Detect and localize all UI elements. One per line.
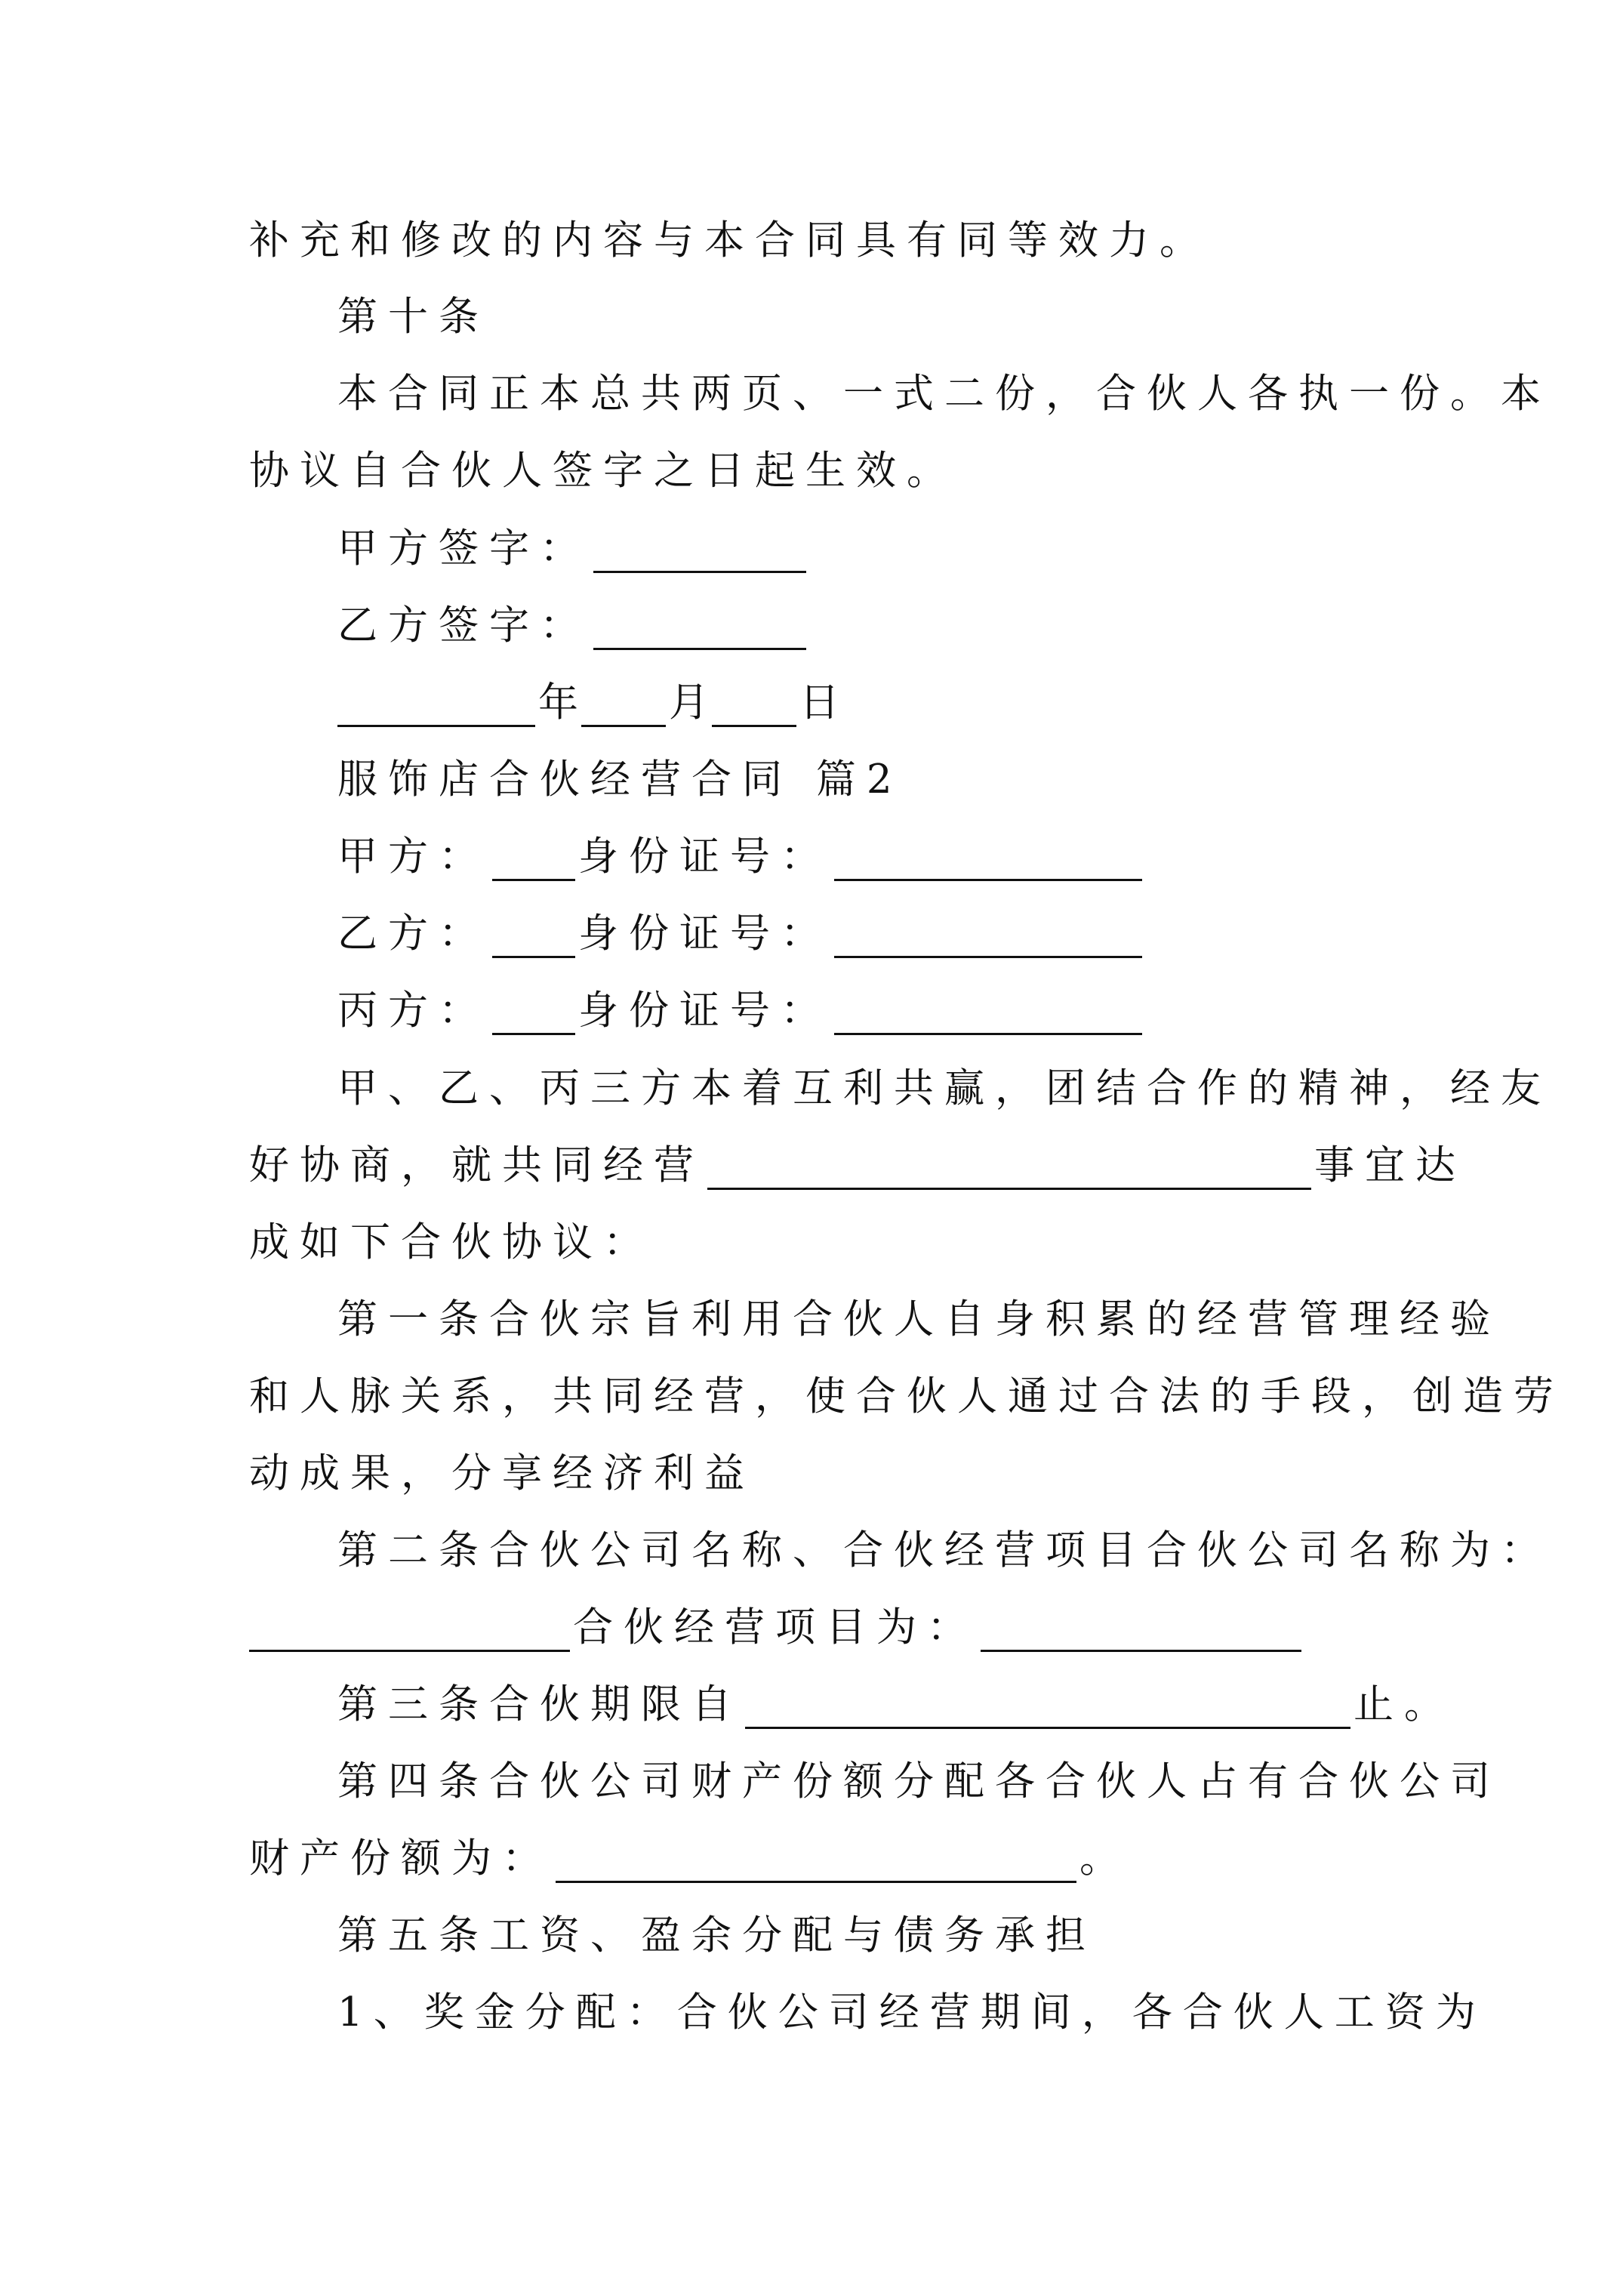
name-blank[interactable] xyxy=(492,992,575,1035)
company-name-blank[interactable] xyxy=(249,1609,570,1652)
year-label: 年 xyxy=(538,680,578,726)
line-text: 服饰店合伙经营合同 篇2 xyxy=(337,757,903,803)
id-label: 身份证号： xyxy=(578,911,831,957)
paragraph-line xyxy=(337,1989,1486,2037)
paragraph-line xyxy=(249,1835,1130,1883)
paragraph-line xyxy=(337,1758,1501,1806)
signature-blank[interactable] xyxy=(593,607,806,650)
paragraph-line xyxy=(249,1219,654,1267)
line-text: 财产份额为： xyxy=(249,1835,553,1881)
day-label: 日 xyxy=(799,680,839,726)
line-text: 和人脉关系，共同经营，使合伙人通过合法的手段，创造劳 xyxy=(249,1373,1564,1419)
share-blank[interactable] xyxy=(556,1840,1076,1883)
signature-blank[interactable] xyxy=(593,530,806,573)
line-text: 协议自合伙人签字之日起生效。 xyxy=(249,448,957,494)
line-text: 甲、乙、丙三方本着互利共赢，团结合作的精神，经友 xyxy=(337,1065,1551,1111)
paragraph-line xyxy=(249,1142,1466,1190)
term-blank[interactable] xyxy=(745,1686,1350,1729)
year-blank[interactable] xyxy=(337,684,535,727)
line-text: 1、奖金分配：合伙公司经营期间，各合伙人工资为 xyxy=(337,1989,1486,2036)
signature-label: 甲方签字： xyxy=(337,525,590,572)
line-text: 第二条合伙公司名称、合伙经营项目合伙公司名称为： xyxy=(337,1527,1551,1573)
id-label: 身份证号： xyxy=(578,988,831,1034)
signature-line-party-a xyxy=(337,525,809,573)
paragraph-line xyxy=(337,370,1551,418)
line-text: 好协商，就共同经营 xyxy=(249,1142,704,1188)
article-heading xyxy=(337,293,489,341)
id-label: 身份证号： xyxy=(578,834,831,880)
date-line xyxy=(337,679,839,727)
article-heading xyxy=(337,1912,1096,1960)
section-title xyxy=(337,756,903,804)
line-text: 第一条合伙宗旨利用合伙人自身积累的经营管理经验 xyxy=(337,1296,1501,1342)
party-line-a xyxy=(337,833,1145,881)
line-text: 第五条工资、盈余分配与债务承担 xyxy=(337,1912,1096,1959)
line-text: 合伙经营项目为： xyxy=(573,1604,978,1650)
paragraph-line xyxy=(337,1065,1551,1113)
line-text: 第三条合伙期限自 xyxy=(337,1681,742,1727)
line-text: 本合同正本总共两页、一式二份，合伙人各执一份。本 xyxy=(337,371,1551,417)
party-label: 丙方： xyxy=(337,988,489,1034)
name-blank[interactable] xyxy=(492,915,575,958)
line-text: 事宜达 xyxy=(1314,1142,1466,1188)
paragraph-line xyxy=(249,1450,755,1498)
month-blank[interactable] xyxy=(581,684,666,727)
line-text: 成如下合伙协议： xyxy=(249,1219,654,1265)
id-number-blank[interactable] xyxy=(834,915,1142,958)
project-blank[interactable] xyxy=(981,1609,1301,1652)
business-blank[interactable] xyxy=(707,1147,1311,1190)
party-label: 乙方： xyxy=(337,911,489,957)
paragraph-line xyxy=(337,1296,1501,1344)
paragraph-line xyxy=(337,1681,1455,1729)
paragraph-line xyxy=(249,447,957,495)
month-label: 月 xyxy=(669,680,709,726)
day-blank[interactable] xyxy=(712,684,796,727)
line-text: 第四条合伙公司财产份额分配各合伙人占有合伙公司 xyxy=(337,1758,1501,1804)
line-text: 补充和修改的内容与本合同具有同等效力。 xyxy=(249,217,1210,264)
paragraph-line xyxy=(249,1604,1304,1652)
id-number-blank[interactable] xyxy=(834,838,1142,881)
party-label: 甲方： xyxy=(337,834,489,880)
signature-line-party-b xyxy=(337,602,809,650)
party-line-c xyxy=(337,987,1145,1035)
paragraph-line xyxy=(249,1373,1564,1421)
line-text: 动成果，分享经济利益 xyxy=(249,1450,755,1496)
line-text: 第十条 xyxy=(337,294,489,340)
id-number-blank[interactable] xyxy=(834,992,1142,1035)
paragraph-line xyxy=(337,1527,1551,1575)
line-text: 止。 xyxy=(1354,1681,1455,1727)
signature-label: 乙方签字： xyxy=(337,603,590,649)
line-text: 。 xyxy=(1079,1835,1130,1881)
paragraph-line xyxy=(249,217,1210,265)
name-blank[interactable] xyxy=(492,838,575,881)
party-line-b xyxy=(337,910,1145,958)
